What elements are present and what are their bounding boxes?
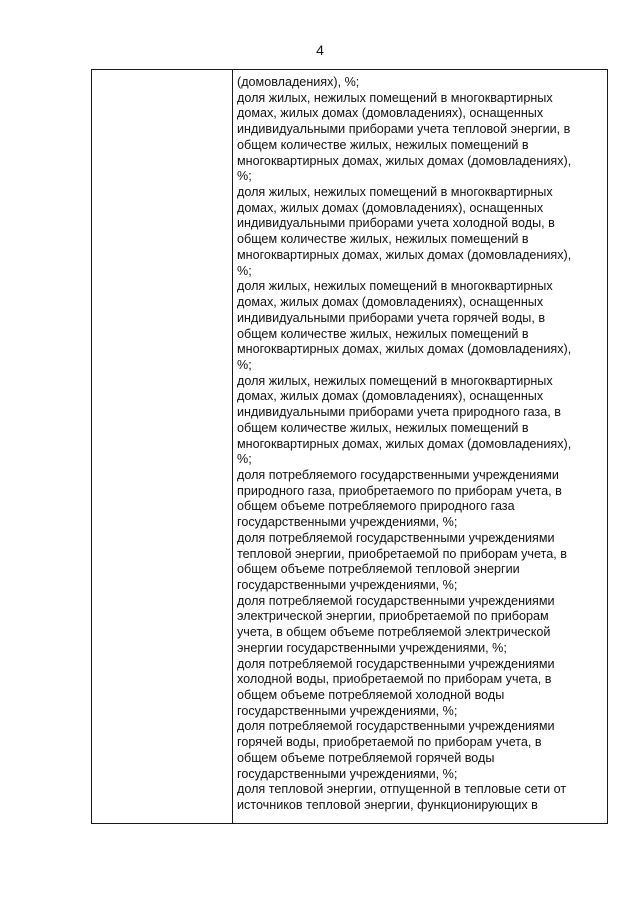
- text-line: домах, жилых домах (домовладениях), оснащенных: [237, 106, 544, 121]
- document-table: [91, 69, 608, 824]
- text-line: индивидуальными приборами учета природного газа, в: [237, 405, 561, 420]
- text-line: общем количестве жилых, нежилых помещений в: [237, 326, 529, 341]
- text-line: (домовладениях), %;: [237, 75, 360, 89]
- text-line: доля потребляемого государственными учреждениями: [237, 467, 559, 482]
- text-line: многоквартирных домах, жилых домах (домовладениях),: [237, 247, 572, 262]
- table-right-cell: [237, 75, 605, 814]
- text-line: доля жилых, нежилых помещений в многоквартирных: [237, 373, 553, 388]
- text-line: тепловой энергии, приобретаемой по приборам учета, в: [237, 546, 567, 561]
- text-line: общем объеме потребляемого природного газа: [237, 499, 515, 514]
- text-line: горячей воды, приобретаемой по приборам учета, в: [237, 735, 542, 750]
- text-line: учета, в общем объеме потребляемой электрической: [237, 625, 551, 640]
- text-line: домах, жилых домах (домовладениях), оснащенных: [237, 389, 544, 404]
- text-line: общем количестве жилых, нежилых помещений в: [237, 420, 529, 435]
- text-line: многоквартирных домах, жилых домах (домовладениях),: [237, 153, 572, 168]
- text-line: %;: [237, 452, 252, 467]
- text-line: государственными учреждениями, %;: [237, 515, 458, 530]
- text-line: домах, жилых домах (домовладениях), оснащенных: [237, 295, 544, 310]
- text-line: многоквартирных домах, жилых домах (домовладениях),: [237, 436, 572, 451]
- text-line: доля жилых, нежилых помещений в многоквартирных: [237, 279, 553, 294]
- text-line: общем объеме потребляемой горячей воды: [237, 750, 495, 765]
- text-line: государственными учреждениями, %;: [237, 578, 458, 592]
- text-line: общем количестве жилых, нежилых помещений в: [237, 232, 529, 247]
- text-line: доля потребляемой государственными учреждениями: [237, 530, 555, 545]
- text-line: государственными учреждениями, %;: [237, 703, 458, 718]
- page-number: 4: [316, 42, 324, 58]
- text-line: %;: [237, 357, 252, 372]
- text-line: индивидуальными приборами учета тепловой энергии, в: [237, 122, 571, 137]
- text-line: доля потребляемой государственными учреждениями: [237, 719, 555, 734]
- text-line: общем количестве жилых, нежилых помещений в: [237, 137, 529, 152]
- text-line: холодной воды, приобретаемой по приборам учета, в: [237, 672, 552, 687]
- text-line: %;: [237, 263, 252, 278]
- text-line: доля потребляемой государственными учреждениями: [237, 656, 555, 671]
- text-line: государственными учреждениями, %;: [237, 766, 458, 781]
- text-line: доля жилых, нежилых помещений в многоквартирных: [237, 185, 553, 200]
- text-line: природного газа, приобретаемого по приборам учета, в: [237, 483, 562, 498]
- text-line: доля тепловой энергии, отпущенной в тепловые сети от: [237, 782, 567, 797]
- text-line: индивидуальными приборами учета горячей воды, в: [237, 310, 546, 325]
- text-line: доля потребляемой государственными учреждениями: [237, 593, 555, 608]
- text-line: домах, жилых домах (домовладениях), оснащенных: [237, 200, 544, 215]
- text-line: общем объеме потребляемой тепловой энергии: [237, 562, 520, 577]
- text-line: многоквартирных домах, жилых домах (домовладениях),: [237, 342, 572, 357]
- text-line: индивидуальными приборами учета холодной воды, в: [237, 216, 555, 231]
- text-line: источников тепловой энергии, функционирующих в: [237, 798, 538, 813]
- text-line: %;: [237, 169, 252, 184]
- text-line: доля жилых, нежилых помещений в многоквартирных: [237, 90, 553, 105]
- table-left-cell: [92, 70, 233, 823]
- text-line: общем объеме потребляемой холодной воды: [237, 688, 505, 703]
- text-line: электрической энергии, приобретаемой по приборам: [237, 609, 549, 624]
- text-line: энергии государственными учреждениями, %;: [237, 640, 507, 655]
